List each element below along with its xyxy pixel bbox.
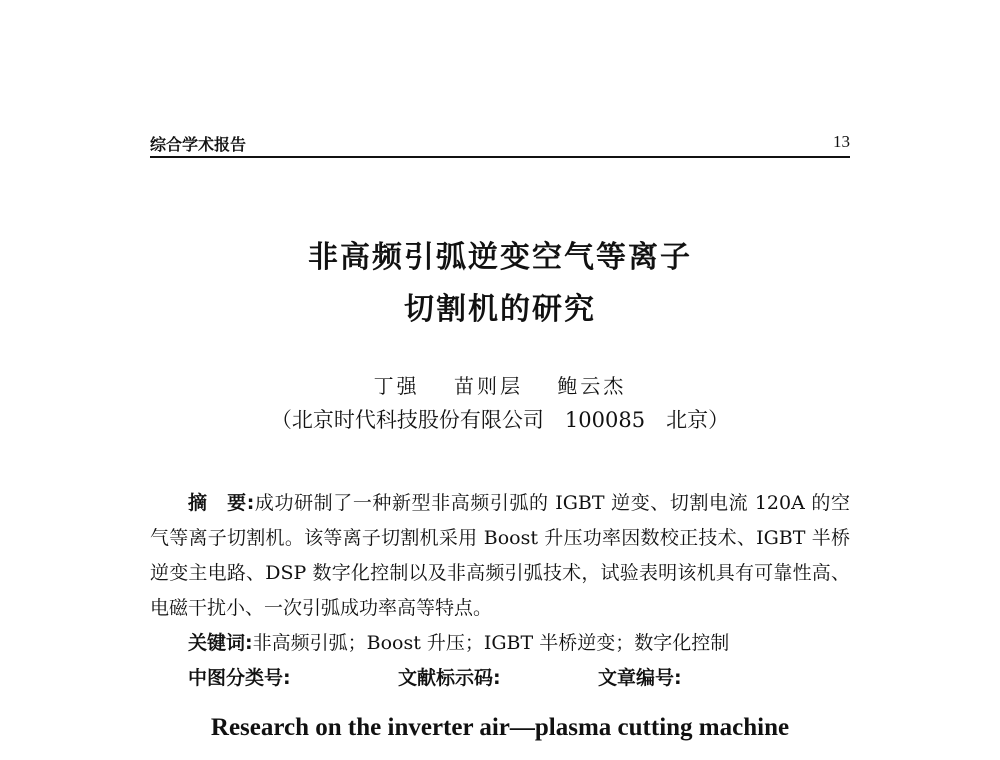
abstract bbox=[150, 486, 850, 626]
classification-line bbox=[150, 661, 850, 696]
author-name: 鲍云杰 bbox=[557, 374, 627, 398]
article-no-label: 文章编号: bbox=[598, 667, 682, 689]
keywords bbox=[150, 626, 850, 661]
clc-label: 中图分类号: bbox=[188, 667, 291, 689]
header-rule bbox=[150, 156, 850, 158]
title-line-1: 非高频引弧逆变空气等离子 bbox=[308, 240, 692, 275]
author-list bbox=[150, 370, 850, 399]
abstract-text: 成功研制了一种新型非高频引弧的 IGBT 逆变、切割电流 120A 的空气等离子切割机。该等离子切割机采用 Boost 升压功率因数校正技术、IGBT 半桥逆变主电路、DSP 数字化控制以及非高频引弧技术，试验表明该机具有可靠性高、电磁干扰小、一次引弧成功率高等特点。 bbox=[150, 492, 850, 619]
title-line-2: 切割机的研究 bbox=[404, 292, 596, 327]
abstract-label: 摘 要: bbox=[188, 492, 255, 514]
paper-title bbox=[150, 232, 850, 336]
keywords-label: 关键词: bbox=[188, 632, 253, 654]
abstract-section bbox=[150, 486, 850, 696]
author-name: 苗则层 bbox=[454, 374, 523, 398]
doc-code-label: 文献标示码: bbox=[398, 667, 501, 689]
english-title: Research on the inverter air—plasma cutting machine bbox=[210, 714, 790, 741]
author-name: 丁强 bbox=[373, 374, 420, 398]
keywords-text: 非高频引弧；Boost 升压；IGBT 半桥逆变；数字化控制 bbox=[252, 632, 730, 654]
section-label: 综合学术报告 bbox=[150, 135, 247, 154]
affiliation: （北京时代科技股份有限公司 100085 北京） bbox=[270, 408, 730, 432]
running-header bbox=[150, 120, 850, 158]
page-number: 13 bbox=[833, 132, 850, 151]
